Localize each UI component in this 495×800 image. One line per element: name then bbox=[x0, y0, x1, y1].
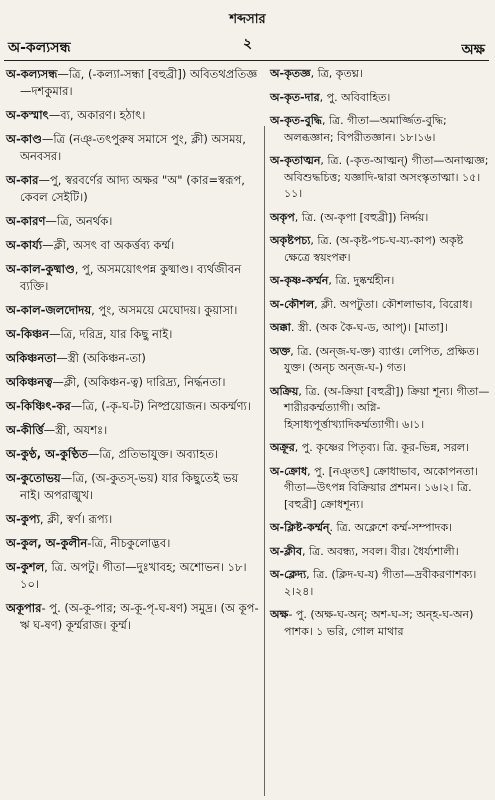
definition: , ত্রি, কৃতঘ্ন। bbox=[310, 67, 363, 80]
headword: অ-কিঞ্চন bbox=[6, 327, 49, 341]
definition: —ব্য, অকারণ। হঠাৎ। bbox=[48, 108, 146, 122]
dictionary-entry bbox=[270, 464, 490, 514]
dictionary-entry bbox=[6, 131, 260, 165]
headword: অ-কল্যসন্ধ bbox=[6, 67, 58, 81]
headword: অ-কাণ্ড bbox=[6, 132, 42, 146]
guide-word-left: অ-কল্যসন্ধ bbox=[8, 40, 71, 56]
headword: অক্কা bbox=[270, 321, 291, 334]
dictionary-entry bbox=[6, 470, 260, 504]
definition: . স্ত্রী. (অক কৈ-ঘ-ড, আপ্‌)। [মাতা]। bbox=[290, 321, 448, 334]
definition: , ত্রি. অবন্ধ্য, সবল। বীর। ধৈর্য্যশালী। bbox=[301, 544, 459, 558]
definition: , ক্লী. অপটুতা। কৌশলাভাব, বিরোধ। bbox=[314, 297, 473, 311]
dictionary-entry bbox=[6, 422, 260, 439]
dictionary-entry bbox=[270, 544, 490, 561]
headword: অক্ষ bbox=[270, 608, 289, 621]
dictionary-entry bbox=[6, 107, 260, 124]
headword: অ-ক্লেদ্য bbox=[270, 568, 307, 581]
headword: অ-কাল-জলদোদয় bbox=[6, 303, 92, 317]
dictionary-entry bbox=[270, 607, 490, 640]
headword: অকূপার bbox=[6, 601, 42, 615]
definition: , ত্রি. (ক্লিদ-ঘ-য) গীতা—দ্রবীকরণাশক্য। ২।২৪। bbox=[284, 568, 477, 598]
definition: —ত্রি, (-কল্যা-সন্ধা [বহুব্রী]) অবিতথপ্রতিজ্ঞ —দশকুমার। bbox=[20, 67, 258, 98]
headword: অ-কস্মাৎ bbox=[6, 108, 49, 122]
dictionary-columns bbox=[0, 66, 495, 800]
definition: , ত্রি. অপটু। গীতা—দুঃখাবহ; অশোভন। ১৮।১০। bbox=[20, 560, 247, 591]
definition: , পু. কৃষ্ণের পিতৃব্য। ত্রি. কূর-ভিন্ন, সরল। bbox=[294, 441, 470, 454]
dictionary-entry bbox=[6, 350, 260, 367]
headword: অ-কিঞ্চিৎ-কর bbox=[6, 399, 71, 413]
dictionary-entry bbox=[270, 233, 490, 266]
headword: অ-ক্লিষ্ট-কর্ম্মন্‌ bbox=[270, 521, 330, 534]
page-header bbox=[0, 10, 495, 68]
dictionary-entry bbox=[270, 344, 490, 377]
dictionary-entry bbox=[6, 172, 260, 206]
dictionary-entry bbox=[270, 90, 490, 107]
dictionary-entry bbox=[270, 66, 490, 83]
dictionary-entry bbox=[6, 374, 260, 391]
definition: - পু. (অক্ষ-ঘ-অন্‌; অশ-ঘ-স; অন্‌হ-ঘ-অন) পাশক। ১ ভরি, গোল মাথার bbox=[284, 608, 474, 638]
definition: , ত্রি. গীতা—অমার্জ্জিত-বুদ্ধি; অলব্ধজ্ঞান; বিপরীতজ্ঞান। ১৮।১৬। bbox=[284, 114, 447, 144]
definition: —ক্লী, অসৎ বা অকর্ত্তব্য কর্ম্ম। bbox=[42, 238, 175, 252]
definition: , পু, অসময়োৎপন্ন কুষ্মাণ্ড। ব্যর্থজীবন ব্যক্তি। bbox=[20, 262, 242, 293]
definition: . ত্রি. অক্লেশে কর্ম্ম-সম্পাদক। bbox=[329, 521, 453, 534]
headword: অ-কাল-কুষ্মাণ্ড bbox=[6, 262, 75, 276]
dictionary-entry bbox=[270, 384, 490, 434]
definition: —স্ত্রী (অকিঞ্চন-তা) bbox=[56, 351, 146, 365]
right-column bbox=[270, 66, 490, 647]
definition: —ত্রি, দরিদ্র, যার কিছু নাই। bbox=[48, 327, 173, 341]
dictionary-entry bbox=[270, 440, 490, 457]
dictionary-entry bbox=[6, 559, 260, 593]
headword: অ-কৃতাত্মন bbox=[270, 154, 321, 167]
definition: , ত্রি. (অ-ক্রিয়া [বহুব্রী]) ক্রিয়া শূন্য। গীতা—শারীরকর্ম্মত্যাগী। অগ্নি-হিসাধ্যপূর্ত্তাখ্যাদিকর্ম্মত্যাগী। ৬।১। bbox=[284, 384, 490, 431]
dictionary-entry bbox=[270, 153, 490, 203]
headword: অ-কৃত-দার bbox=[270, 90, 320, 104]
dictionary-entry bbox=[270, 273, 490, 290]
headword: অক্রূর bbox=[270, 441, 295, 454]
running-title: শব্দসার bbox=[229, 12, 266, 27]
definition: , ত্রি. (অ-কৃপা [বহুব্রী]) নির্দ্দয়। bbox=[294, 210, 429, 224]
headword: অ-কৃত-বুদ্ধি bbox=[270, 114, 322, 127]
definition: —স্ত্রী, অযশঃ। bbox=[43, 423, 108, 437]
headword: অ-কীর্ত্তি bbox=[6, 423, 44, 437]
dictionary-entry bbox=[6, 446, 260, 463]
headword: অ-কারণ bbox=[6, 214, 46, 228]
definition: , পু. অবিবাহিত। bbox=[319, 90, 391, 104]
dictionary-entry bbox=[6, 66, 260, 100]
headword: অকিঞ্চনতা bbox=[6, 351, 57, 365]
headword: অ-কুশল bbox=[6, 560, 45, 574]
definition: -ত্রি, নীচকুলোদ্ভব। bbox=[87, 536, 171, 550]
definition: , পু. [নঞ্‌তৎ] ক্রোধাভাব, অকোপনতা। গীতা—উৎপন্ন বিক্রিয়ার প্রশমন। ১৬।২। ত্রি. [বহুব্রী] ক্রোধশূন্য। bbox=[284, 464, 478, 511]
headword: অ-ক্রোধ bbox=[270, 464, 308, 478]
dictionary-entry bbox=[270, 297, 490, 314]
guide-word-right: অক্ষ bbox=[461, 42, 485, 58]
headword: অ-কৃতজ্ঞ bbox=[270, 67, 311, 80]
page-number: ২ bbox=[242, 36, 253, 52]
definition: —ত্রি, (অ-কুতস্‌-ভয়) যার কিছুতেই ভয় নাই। অপরাঙ্মুখ। bbox=[20, 471, 239, 502]
definition: , ক্লী, স্বর্ণ। রূপ্য। bbox=[39, 512, 113, 526]
definition: —ক্লী, (অকিঞ্চন-ত্ব) দারিদ্র্য, নির্দ্ধনতা। bbox=[52, 375, 226, 389]
definition: , ত্রি. (-কৃত-আত্মন্‌) গীতা—অনাত্মজ্ঞ; অবিশুদ্ধচিত্ত; যজ্ঞাদি-দ্বারা অসংস্কৃতাত্মা। ১৫।১১। bbox=[284, 154, 489, 200]
dictionary-entry bbox=[6, 237, 260, 254]
definition: , ত্রি. দুষ্কর্ম্মহীন। bbox=[328, 274, 395, 287]
definition: —পু, স্বরবর্ণের আদ্য অক্ষর "অ" (কার=স্বরূপ, কেবল সেইটি।) bbox=[20, 173, 245, 204]
dictionary-entry bbox=[6, 261, 260, 295]
dictionary-entry bbox=[270, 320, 490, 337]
headword: অ-কৃষ্ণ-কর্ম্মন bbox=[270, 274, 329, 287]
dictionary-entry bbox=[6, 535, 260, 552]
dictionary-entry bbox=[6, 326, 260, 343]
headword: অ-কুল, অ-কুলীন bbox=[6, 536, 88, 550]
definition: —ত্রি (নঞ্‌-তৎপুরুষ সমাসে পুং, ক্লী) অসময়, অনবসর। bbox=[20, 132, 246, 163]
headword: অক্ত bbox=[270, 344, 291, 358]
left-column bbox=[6, 66, 260, 641]
headword: অ-কার bbox=[6, 173, 39, 187]
dictionary-entry bbox=[270, 567, 490, 600]
dictionary-entry bbox=[6, 302, 260, 319]
definition: —ত্রি, (-কৃ-ঘ-ট) নিষ্প্রয়োজন। অকর্ম্মণ্য। bbox=[70, 399, 251, 413]
column-divider bbox=[264, 126, 265, 796]
headword: অ-কার্য্য bbox=[6, 238, 43, 252]
dictionary-entry bbox=[270, 520, 490, 537]
definition: , ত্রি. (অন্‌জ-ঘ-ক্ত) ব্যাপ্ত। লেপিত, প্রক্ষিত। যুক্ত। (অন্চ অন্‌জ-ঘ-) গত। bbox=[284, 344, 479, 374]
dictionary-entry bbox=[6, 398, 260, 415]
definition: —ত্রি, অনর্থক। bbox=[45, 214, 113, 228]
dictionary-entry bbox=[6, 511, 260, 528]
headword: অক্রিয় bbox=[270, 384, 299, 398]
dictionary-entry bbox=[6, 600, 260, 634]
definition: , ত্রি. (অ-কৃষ্ট-পচ-ঘ-য্য-কাপ) অকৃষ্ট ক্ষেত্রে স্বয়ংপক্ব। bbox=[284, 234, 464, 264]
headword: অ-কুপ্য bbox=[6, 512, 40, 526]
headword: অ-কৌশল bbox=[270, 297, 315, 311]
headword: অকৃষ্টপচ্য bbox=[270, 234, 311, 247]
dictionary-entry bbox=[270, 113, 490, 146]
headword: অকৃপ bbox=[270, 210, 295, 224]
headword: অ-কুণ্ঠ, অ-কুণ্ঠিত bbox=[6, 447, 88, 461]
headword: অ-কুতোভয় bbox=[6, 471, 61, 485]
definition: , পুং, অসময়ে মেঘোদয়। কুয়াসা। bbox=[91, 303, 238, 317]
dictionary-entry bbox=[6, 213, 260, 230]
dictionary-entry bbox=[270, 210, 490, 227]
headword: অকিঞ্চনত্ব bbox=[6, 375, 53, 389]
header-rule bbox=[4, 60, 489, 61]
definition: - পু. (অ-কূ-পার; অ-কূ-পৃ-ঘ-ষণ) সমুদ্র। (অ কূপ-ঋ ঘ-ষণ) কূর্ম্মরাজ। কূর্ম্ম। bbox=[20, 601, 259, 632]
definition: —ত্রি, প্রতিভাযুক্ত। অব্যাহত। bbox=[87, 447, 219, 461]
headword: অ-ক্লীব bbox=[270, 544, 302, 558]
